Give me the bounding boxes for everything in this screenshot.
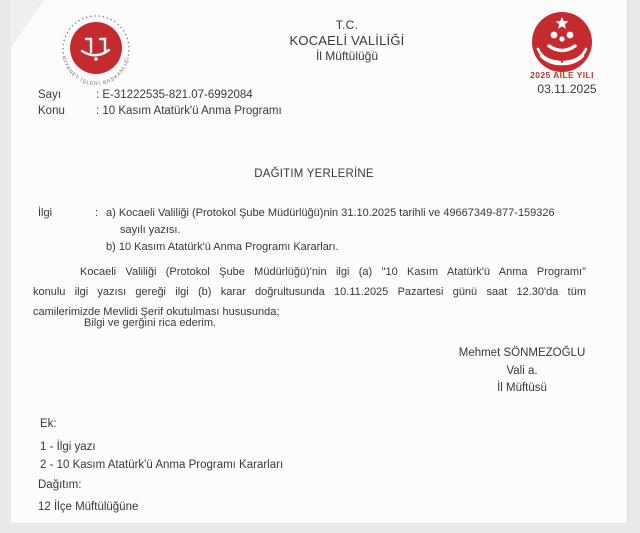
dagitim-label: Dağıtım: xyxy=(38,479,82,491)
body-paragraph xyxy=(33,262,586,322)
signatory-title-1: Vali a. xyxy=(506,364,538,377)
signatory-title-2: İl Müftüsü xyxy=(497,382,547,394)
konu-value: : 10 Kasım Atatürk'ü Anma Programı xyxy=(96,105,282,117)
paragraph-line-1: Kocaeli Valiliği (Protokol Şube Müdürlüğü)'nin ilgi (a) "10 Kasım Atatürk'ü Anma Programı" xyxy=(80,266,586,278)
paragraph-line-3: camilerimizde Mevlidi Şerif okutulması hususunda; xyxy=(33,306,280,318)
unit-name: İl Müftülüğü xyxy=(315,49,379,63)
konu-row xyxy=(38,104,458,119)
sayi-row xyxy=(38,88,458,103)
diyanet-ring-text: DİYANET İŞLERİ BAŞKANLIĞI xyxy=(60,55,132,88)
konu-label: Konu xyxy=(38,105,65,117)
aile-yili-logo-icon xyxy=(529,11,595,75)
sayi-value: : E-31222535-821.07-6992084 xyxy=(96,89,253,101)
ek-label: Ek: xyxy=(40,418,57,430)
ek-item: 1 - İlgi yazı xyxy=(40,440,96,453)
aile-yili-logo xyxy=(529,11,595,75)
diyanet-logo xyxy=(56,9,136,89)
letterhead xyxy=(236,18,458,64)
ilgi-item-a: a) Kocaeli Valiliği (Protokol Şube Müdürlüğü)nin 31.10.2025 tarihli ve 49667349-877-159326 xyxy=(106,207,555,219)
ilgi-item-a-continuation: sayılı yazısı. xyxy=(120,224,181,236)
diyanet-logo-icon xyxy=(56,9,136,89)
tc-label: T.C. xyxy=(335,18,359,32)
ilgi-colon: : xyxy=(95,207,99,219)
org-name: KOCAELİ VALİLİĞİ xyxy=(289,33,405,48)
ilgi-label: İlgi xyxy=(38,207,53,219)
paragraph-line-2: konulu ilgi yazısı gereği ilgi (b) karar doğrultusunda 10.11.2025 Pazartesi günü saat 12.30'da tüm xyxy=(33,286,586,298)
aile-yili-caption: 2025 AİLE YILI xyxy=(530,70,594,80)
sayi-label: Sayı xyxy=(38,89,62,101)
signatory-name: Mehmet SÖNMEZOĞLU xyxy=(458,347,586,359)
ilgi-item-b: b) 10 Kasım Atatürk'ü Anma Programı Kararları. xyxy=(106,241,339,253)
document-date: 03.11.2025 xyxy=(537,82,597,96)
distribution-heading: DAĞITIM YERLERİNE xyxy=(254,168,374,180)
signature-block xyxy=(426,345,618,398)
ilgi-line-a xyxy=(38,206,610,221)
dagitim-item: 12 İlçe Müftülüğüne xyxy=(38,501,139,513)
closing-line: Bilgi ve gerğini rica ederim. xyxy=(84,317,217,329)
ek-section xyxy=(40,415,283,475)
ek-item: 2 - 10 Kasım Atatürk'ü Anma Programı Kararları xyxy=(40,459,284,471)
